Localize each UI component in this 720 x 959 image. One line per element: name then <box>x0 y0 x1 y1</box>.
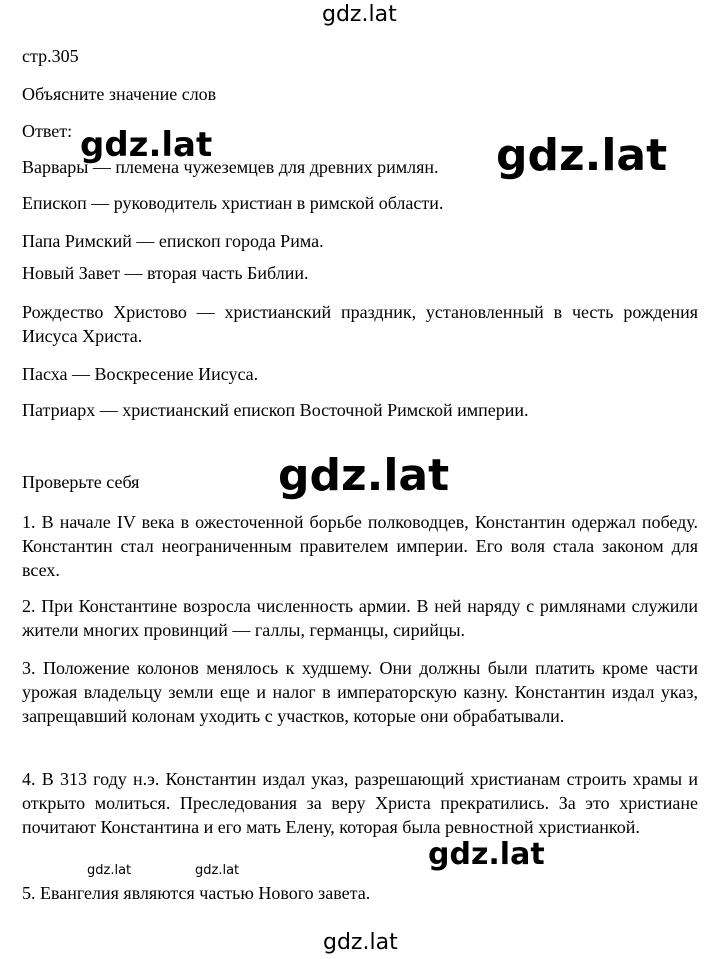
watermark-small: gdz.lat <box>195 863 240 878</box>
section-title-self-check: Проверьте себя <box>22 472 140 492</box>
term-definition: Рождество Христово — христианский праздник, установленный в честь рождения Иисуса Христа. <box>22 302 698 346</box>
answer-paragraph: 2. При Константине возросла численность армии. В ней наряду с римлянами служили жители многих провинций — галлы, германцы, сирийцы. <box>22 596 698 640</box>
answer-paragraph: 5. Евангелия являются частью Нового завета. <box>22 883 371 903</box>
term-definition: Патриарх — христианский епископ Восточной Римской империи. <box>22 400 529 420</box>
section-title-vocabulary: Объясните значение слов <box>22 84 217 104</box>
watermark-overlay: gdz.lat <box>80 125 213 165</box>
term-definition: Пасха — Воскресение Иисуса. <box>22 364 259 384</box>
answer-paragraph: 4. В 313 году н.э. Константин издал указ, разрешающий христианам строить храмы и открыто молиться. Преследования за веру Христа прекратились. За это христиане почитают Константина и его мать Елену, которая была ревностной христианкой. <box>22 769 698 837</box>
term-definition: Варвары — племена чужеземцев для древних римлян. <box>22 157 439 177</box>
watermark-small: gdz.lat <box>87 863 132 878</box>
term-definition: Епископ — руководитель христиан в римской области. <box>22 193 444 213</box>
answer-label: Ответ: <box>22 121 73 141</box>
answer-paragraph: 3. Положение колонов менялось к худшему. Они должны были платить кроме части урожая владельцу земли еще и налог в императорскую казну. Константин издал указ, запрещавший колонам уходить с участков, которые они обрабатывали. <box>22 658 698 726</box>
watermark-overlay: gdz.lat <box>428 837 545 872</box>
answer-paragraph: 1. В начале IV века в ожесточенной борьбе полководцев, Константин одержал победу. Константин стал неограниченным правителем империи. Его воля стала законом для всех. <box>22 512 698 580</box>
term-definition: Новый Завет — вторая часть Библии. <box>22 263 309 283</box>
watermark-overlay: gdz.lat <box>496 130 668 181</box>
watermark-bottom: gdz.lat <box>323 930 398 955</box>
term-definition: Папа Римский — епископ города Рима. <box>22 231 324 251</box>
watermark-overlay: gdz.lat <box>278 450 450 501</box>
page-number: стр.305 <box>22 46 79 66</box>
watermark-top: gdz.lat <box>322 2 397 27</box>
